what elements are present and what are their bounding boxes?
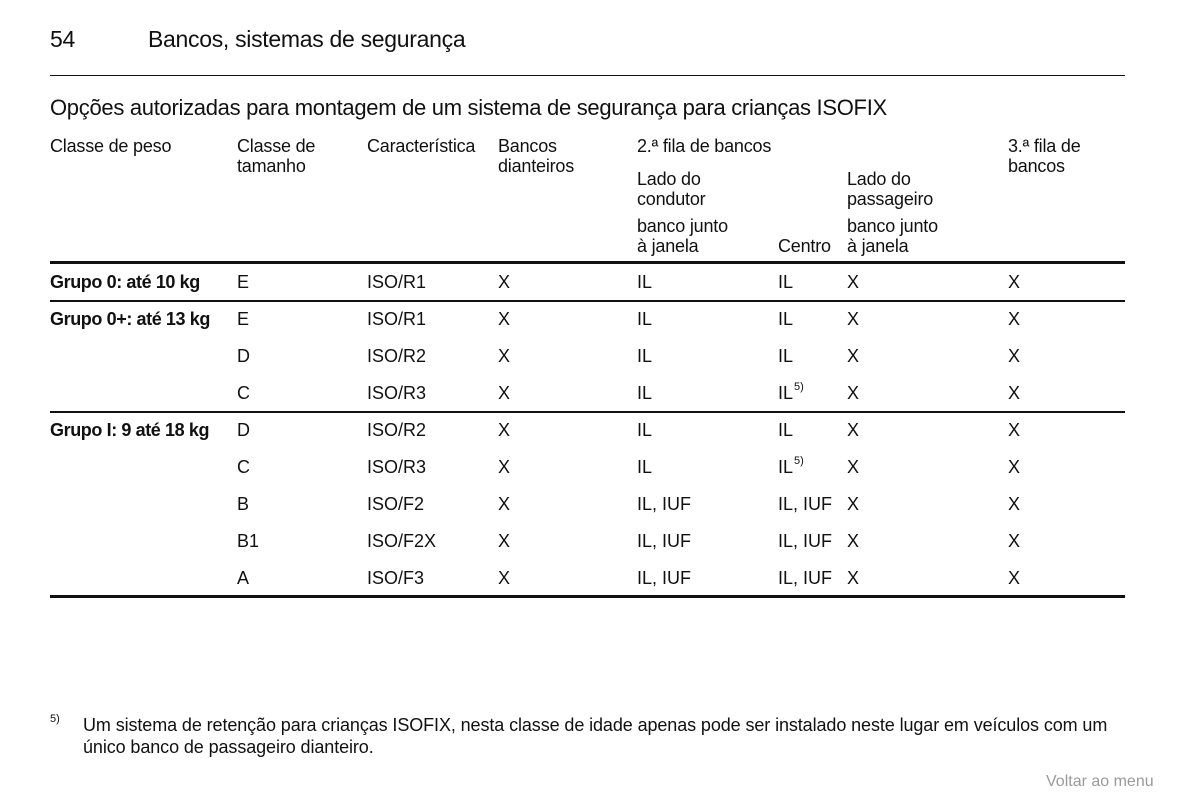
header-characteristic: Característica bbox=[367, 136, 476, 156]
back-to-menu-link[interactable]: Voltar ao menu bbox=[1046, 773, 1154, 790]
cell-size: D bbox=[237, 420, 250, 440]
cell-characteristic: ISO/F3 bbox=[367, 568, 425, 588]
cell-third-row: X bbox=[1008, 568, 1021, 588]
cell-center bbox=[778, 449, 804, 486]
cell-characteristic: ISO/R1 bbox=[367, 272, 427, 292]
cell-center-value: IL, IUF bbox=[778, 531, 833, 551]
cell-center bbox=[778, 338, 794, 375]
header-size-class-line1: Classe de bbox=[237, 136, 316, 156]
cell-third-row: X bbox=[1008, 272, 1021, 292]
cell-center bbox=[778, 560, 833, 597]
cell-passenger-window: X bbox=[847, 568, 860, 588]
cell-driver-window: IL bbox=[637, 420, 653, 440]
cell-driver-window: IL, IUF bbox=[637, 494, 692, 514]
table-row bbox=[0, 264, 1200, 301]
table-row bbox=[0, 301, 1200, 338]
cell-characteristic: ISO/R3 bbox=[367, 383, 427, 403]
cell-characteristic: ISO/F2X bbox=[367, 531, 437, 551]
header-divider bbox=[50, 75, 1125, 76]
cell-passenger-window: X bbox=[847, 383, 860, 403]
cell-center bbox=[778, 523, 833, 560]
cell-driver-window: IL bbox=[637, 383, 653, 403]
header-third-row-line1: 3.ª fila de bbox=[1008, 136, 1081, 156]
table-row bbox=[0, 486, 1200, 523]
cell-characteristic: ISO/R1 bbox=[367, 309, 427, 329]
cell-center-value: IL bbox=[778, 457, 794, 477]
footnote-ref: 5) bbox=[794, 381, 804, 393]
header-passenger-window-line1: banco junto bbox=[847, 216, 938, 236]
cell-center-value: IL, IUF bbox=[778, 568, 833, 588]
cell-driver-window: IL bbox=[637, 272, 653, 292]
cell-third-row: X bbox=[1008, 420, 1021, 440]
section-title: Opções autorizadas para montagem de um sistema de segurança para crianças ISOFIX bbox=[50, 95, 887, 120]
page-number: 54 bbox=[50, 26, 75, 52]
table-bottom-rule bbox=[50, 595, 1125, 598]
table-row bbox=[0, 523, 1200, 560]
table-row bbox=[0, 412, 1200, 449]
table-row bbox=[0, 338, 1200, 375]
header-passenger-side-line2: passageiro bbox=[847, 189, 934, 209]
cell-passenger-window: X bbox=[847, 272, 860, 292]
cell-front-seats: X bbox=[498, 494, 511, 514]
cell-center bbox=[778, 264, 794, 301]
header-front-seats-line2: dianteiros bbox=[498, 156, 575, 176]
cell-center-value: IL bbox=[778, 346, 794, 366]
cell-characteristic: ISO/R2 bbox=[367, 420, 427, 440]
cell-driver-window: IL bbox=[637, 346, 653, 366]
cell-weight-group: Grupo I: 9 até 18 kg bbox=[50, 420, 210, 440]
cell-center-value: IL bbox=[778, 383, 794, 403]
cell-passenger-window: X bbox=[847, 531, 860, 551]
header-size-class-line2: tamanho bbox=[237, 156, 306, 176]
cell-front-seats: X bbox=[498, 568, 511, 588]
cell-center bbox=[778, 486, 833, 523]
cell-front-seats: X bbox=[498, 346, 511, 366]
cell-front-seats: X bbox=[498, 420, 511, 440]
cell-driver-window: IL bbox=[637, 309, 653, 329]
cell-size: B bbox=[237, 494, 250, 514]
cell-third-row: X bbox=[1008, 531, 1021, 551]
cell-size: E bbox=[237, 309, 250, 329]
table-row bbox=[0, 375, 1200, 412]
cell-driver-window: IL, IUF bbox=[637, 531, 692, 551]
header-front-seats-line1: Bancos bbox=[498, 136, 557, 156]
footnote-text: Um sistema de retenção para crianças ISOFIX, nesta classe de idade apenas pode ser instalado neste lugar em veículos com um único banco de passageiro dianteiro. bbox=[83, 715, 1108, 757]
header-weight-class: Classe de peso bbox=[50, 136, 172, 156]
cell-third-row: X bbox=[1008, 383, 1021, 403]
cell-third-row: X bbox=[1008, 494, 1021, 514]
cell-front-seats: X bbox=[498, 272, 511, 292]
cell-front-seats: X bbox=[498, 457, 511, 477]
cell-driver-window: IL, IUF bbox=[637, 568, 692, 588]
cell-center bbox=[778, 412, 794, 449]
cell-size: A bbox=[237, 568, 250, 588]
cell-size: C bbox=[237, 383, 250, 403]
header-driver-window-line1: banco junto bbox=[637, 216, 728, 236]
cell-characteristic: ISO/R3 bbox=[367, 457, 427, 477]
header-second-row: 2.ª fila de bancos bbox=[637, 136, 772, 156]
cell-weight-group: Grupo 0+: até 13 kg bbox=[50, 309, 210, 329]
header-third-row-line2: bancos bbox=[1008, 156, 1065, 176]
cell-passenger-window: X bbox=[847, 346, 860, 366]
cell-third-row: X bbox=[1008, 346, 1021, 366]
table-row bbox=[0, 449, 1200, 486]
cell-size: D bbox=[237, 346, 250, 366]
cell-center-value: IL bbox=[778, 420, 794, 440]
cell-size: E bbox=[237, 272, 250, 292]
cell-characteristic: ISO/R2 bbox=[367, 346, 427, 366]
cell-size: C bbox=[237, 457, 250, 477]
cell-passenger-window: X bbox=[847, 309, 860, 329]
cell-center-value: IL bbox=[778, 309, 794, 329]
cell-center bbox=[778, 375, 804, 412]
header-driver-side-line2: condutor bbox=[637, 189, 706, 209]
cell-center-value: IL bbox=[778, 272, 794, 292]
cell-passenger-window: X bbox=[847, 420, 860, 440]
header-passenger-window-line2: à janela bbox=[847, 236, 909, 256]
cell-size: B1 bbox=[237, 531, 260, 551]
cell-driver-window: IL bbox=[637, 457, 653, 477]
cell-front-seats: X bbox=[498, 309, 511, 329]
cell-characteristic: ISO/F2 bbox=[367, 494, 425, 514]
cell-front-seats: X bbox=[498, 531, 511, 551]
header-passenger-side-line1: Lado do bbox=[847, 169, 911, 189]
cell-center-value: IL, IUF bbox=[778, 494, 833, 514]
cell-weight-group: Grupo 0: até 10 kg bbox=[50, 272, 200, 292]
header-driver-side-line1: Lado do bbox=[637, 169, 701, 189]
footnote-ref: 5) bbox=[794, 455, 804, 467]
header-center: Centro bbox=[778, 236, 831, 256]
cell-front-seats: X bbox=[498, 383, 511, 403]
cell-center bbox=[778, 301, 794, 338]
footnote-mark: 5) bbox=[50, 713, 60, 725]
cell-third-row: X bbox=[1008, 457, 1021, 477]
page-header-title: Bancos, sistemas de segurança bbox=[148, 26, 466, 52]
table-row bbox=[0, 560, 1200, 597]
cell-passenger-window: X bbox=[847, 457, 860, 477]
cell-passenger-window: X bbox=[847, 494, 860, 514]
header-driver-window-line2: à janela bbox=[637, 236, 699, 256]
cell-third-row: X bbox=[1008, 309, 1021, 329]
